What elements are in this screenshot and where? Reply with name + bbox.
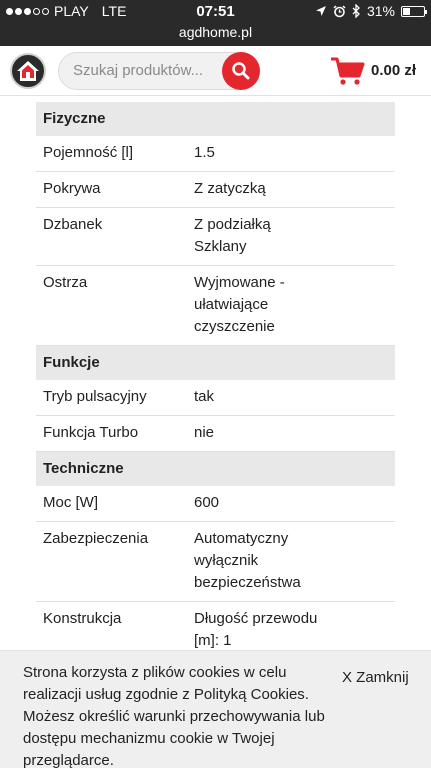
spec-value: Długość przewodu [m]: 1 [194, 610, 318, 649]
cart-button[interactable] [330, 56, 366, 86]
spec-label: Tryb pulsacyjny [43, 388, 147, 405]
spec-value: nie [194, 424, 215, 441]
search-button[interactable] [222, 52, 260, 90]
spec-label: Pokrywa [43, 180, 101, 197]
cookie-close-button[interactable]: X Zamknij [342, 669, 409, 686]
cookie-message-line2: Możesz określić warunki przechowywania lub dostępu mechanizmu cookie w Twojej przeglądarce. [23, 708, 325, 768]
search-bar [58, 52, 260, 90]
section-heading: Funkcje [36, 346, 395, 380]
spec-value: Wyjmowane - ułatwiające czyszczenie [194, 274, 285, 335]
clock: 07:51 [196, 3, 235, 20]
network-type: LTE [101, 3, 127, 19]
section-heading: Fizyczne [36, 102, 395, 136]
status-icons [315, 3, 425, 19]
spec-row [36, 266, 395, 346]
spec-label: Pojemność [l] [43, 144, 134, 161]
cart-total[interactable]: 0.00 zł [371, 62, 417, 79]
alarm-clock-icon [333, 5, 346, 18]
cookie-banner [0, 650, 431, 768]
spec-row [36, 486, 395, 522]
search-icon [231, 61, 251, 81]
spec-label: Moc [W] [43, 494, 98, 511]
carrier-name: PLAY [54, 3, 89, 19]
spec-row [36, 208, 395, 266]
spec-label: Ostrza [43, 274, 88, 291]
browser-url[interactable]: agdhome.pl [178, 24, 253, 40]
spec-value: Automatyczny wyłącznik bezpieczeństwa [194, 530, 301, 591]
site-header [0, 46, 431, 96]
spec-label: Funkcja Turbo [43, 424, 139, 441]
spec-row [36, 416, 395, 452]
shopping-cart-icon [330, 56, 366, 86]
spec-row [36, 136, 395, 172]
spec-row [36, 522, 395, 602]
spec-value: Z podziałką Szklany [194, 216, 271, 255]
location-arrow-icon [315, 5, 327, 17]
spec-value: 600 [194, 494, 220, 511]
bluetooth-icon [352, 4, 361, 18]
battery-percent: 31% [366, 3, 395, 19]
spec-label: Konstrukcja [43, 610, 122, 627]
spec-value: tak [194, 388, 215, 405]
spec-row [36, 380, 395, 416]
spec-value: Z zatyczką [194, 180, 266, 197]
specs-table [36, 102, 395, 660]
home-logo-icon[interactable] [10, 53, 46, 89]
status-bar [0, 0, 431, 46]
spec-row [36, 172, 395, 208]
spec-value: 1.5 [194, 144, 215, 161]
section-heading: Techniczne [36, 452, 395, 486]
cookie-message-line1: Strona korzysta z plików cookies w celu realizacji usług zgodnie z Polityką Cookies. [23, 664, 309, 703]
spec-label: Dzbanek [43, 216, 103, 233]
cookie-message [23, 662, 343, 768]
spec-label: Zabezpieczenia [43, 530, 149, 547]
battery-icon [401, 6, 425, 17]
search-input[interactable] [73, 62, 223, 79]
